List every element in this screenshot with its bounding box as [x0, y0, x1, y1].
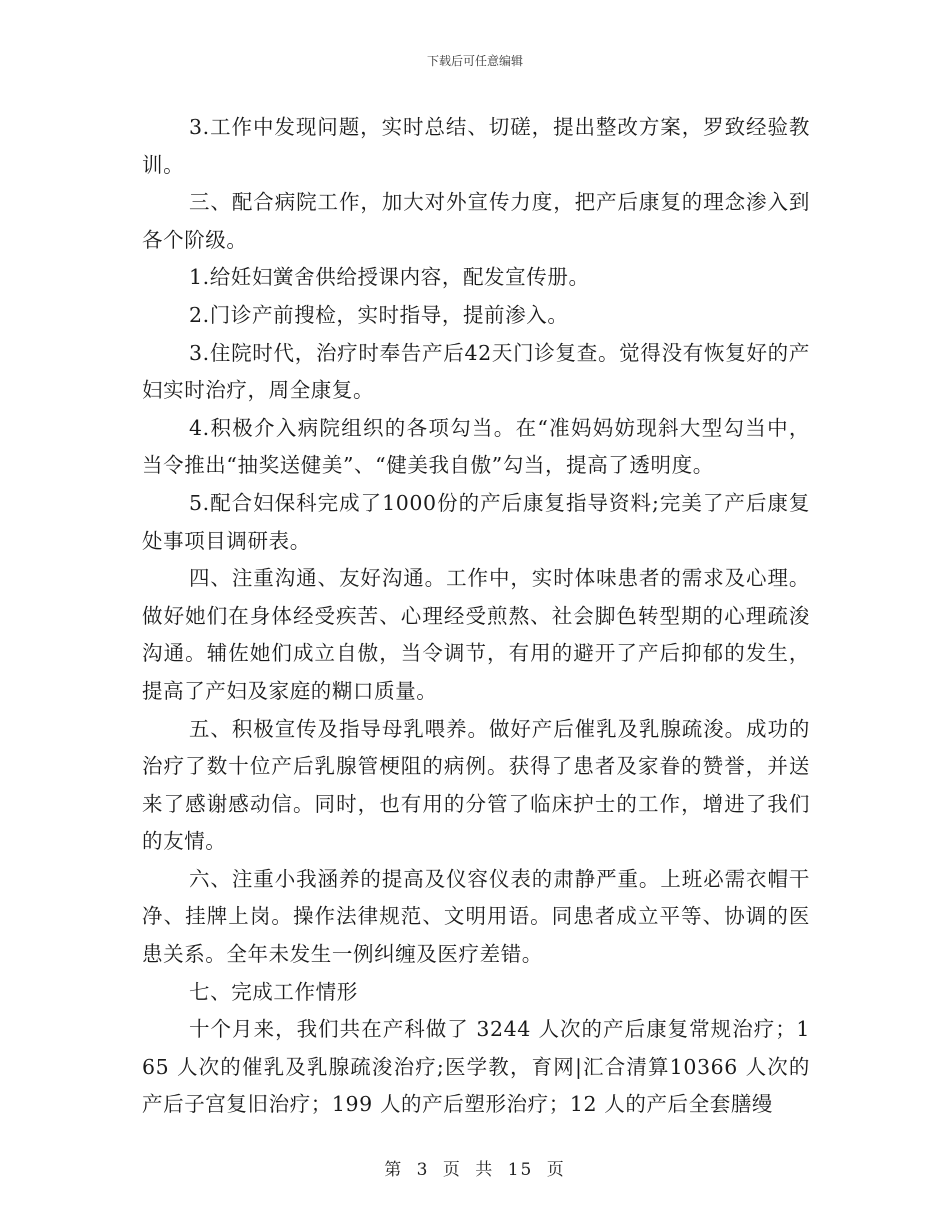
page-header: 下载后可任意编辑 — [426, 54, 523, 68]
paragraph-5: 3.住院时代，治疗时奉告产后42天门诊复查。觉得没有恢复好的产妇实时治疗，周全康复。 — [142, 340, 810, 403]
page-number: 第 3 页 共 15 页 — [384, 1160, 566, 1180]
paragraph-6: 4.积极介入病院组织的各项勾当。在“准妈妈妨现斜大型勾当中，当令推出“抽奖送健美”、“健美我自傲”勾当，提高了透明度。 — [142, 415, 810, 478]
document-body — [142, 109, 810, 1124]
paragraph-8: 四、注重沟通、友好沟通。工作中，实时体味患者的需求及心理。做好她们在身体经受疾苦、心理经受煎熬、社会脚色转型期的心理疏浚沟通。辅佐她们成立自傲，当令调节，有用的避开了产后抑郁的发生，提高了产妇及家庭的糊口质量。 — [142, 566, 810, 703]
paragraph-2: 三、配合病院工作，加大对外宣传力度，把产后康复的理念渗入到各个阶级。 — [142, 190, 810, 252]
paragraph-9: 五、积极宣传及指导母乳喂养。做好产后催乳及乳腺疏浚。成功的治疗了数十位产后乳腺管梗阻的病例。获得了患者及家眷的赞誉，并送来了感谢感动信。同时，也有用的分管了临床护士的工作，增进了我们的友情。 — [142, 716, 810, 854]
paragraph-3: 1.给妊妇黉舍供给授课内容，配发宣传册。 — [189, 265, 590, 290]
paragraph-4: 2.门诊产前搜检，实时指导，提前渗入。 — [189, 302, 569, 327]
paragraph-10: 六、注重小我涵养的提高及仪容仪表的肃静严重。上班必需衣帽干净、挂牌上岗。操作法律规范、文明用语。同患者成立平等、协调的医患关系。全年未发生一例纠缠及医疗差错。 — [142, 866, 810, 967]
paragraph-12: 十个月来，我们共在产科做了 3244 人次的产后康复常规治疗；165 人次的催乳及乳腺疏浚治疗;医学教，育网|汇合清算10366 人次的产后子宫复旧治疗；199 人的产后塑形治疗；12 人的产后全套膳缦 — [142, 1017, 810, 1117]
paragraph-11: 七、完成工作情形 — [189, 979, 358, 1004]
paragraph-7: 5.配合妇保科完成了1000份的产后康复指导资料;完美了产后康复处事项目调研表。 — [142, 490, 810, 553]
paragraph-1: 3.工作中发现问题，实时总结、切磋，提出整改方案，罗致经验教训。 — [142, 115, 810, 177]
